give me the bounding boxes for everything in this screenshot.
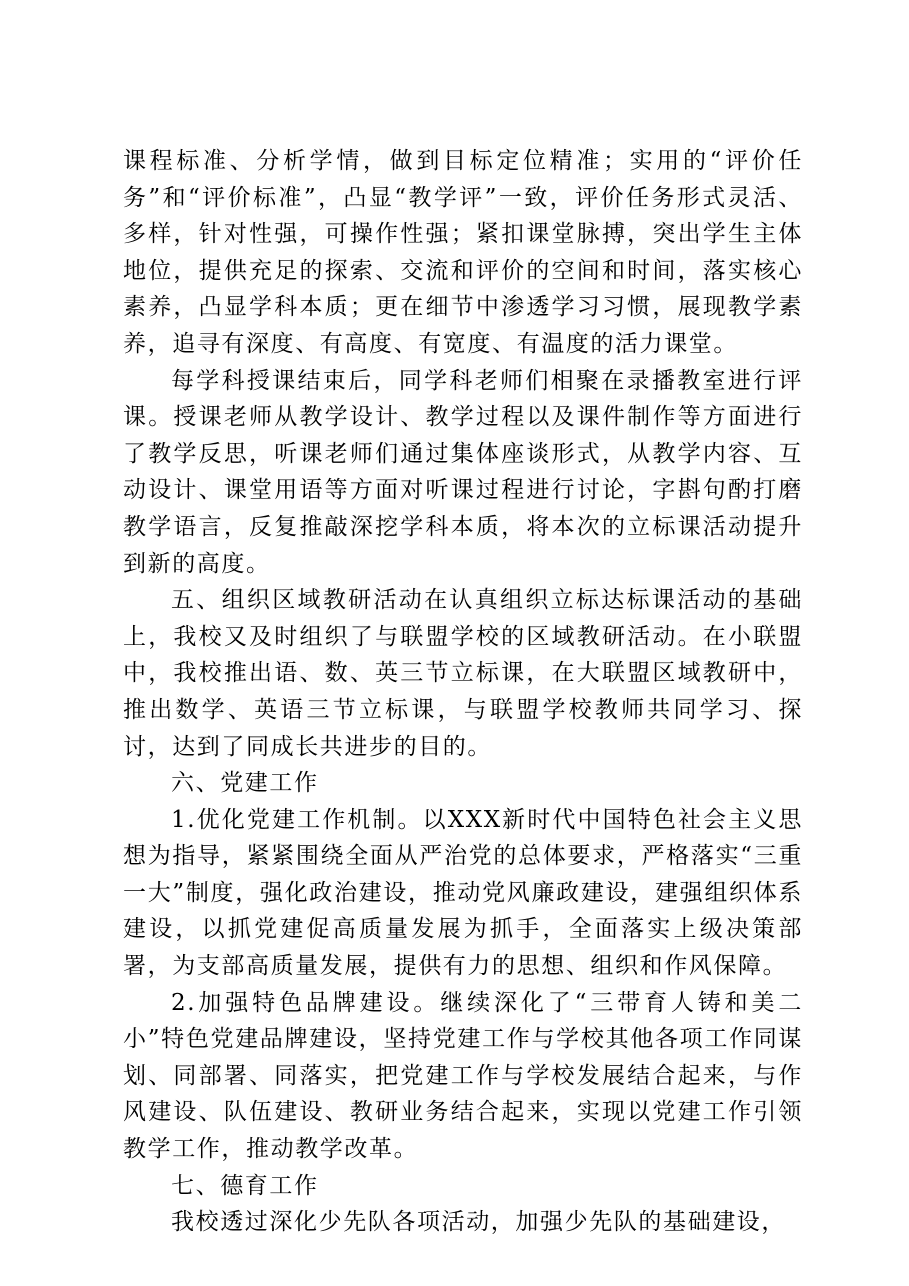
paragraph-lesson-review: 每学科授课结束后，同学科老师们相聚在录播教室进行评课。授课老师从教学设计、教学过程以及课件制作等方面进行了教学反思，听课老师们通过集体座谈形式，从教学内容、互动设计、课堂用语等方面对听课过程进行讨论，字斟句酌打磨教学语言，反复推敲深挖学科本质，将本次的立标课活动提升到新的高度。 — [123, 367, 803, 577]
paragraph-young-pioneers: 我校透过深化少先队各项活动，加强少先队的基础建设， — [171, 1209, 786, 1236]
paragraph-curriculum-standards: 课程标准、分析学情，做到目标定位精准；实用的“评价任务”和“评价标准”，凸显“教学评”一致，评价任务形式灵活、多样，针对性强，可操作性强；紧扣课堂脉搏，突出学生主体地位，提供充足的探索、交流和评价的空间和时间，落实核心素养，凸显学科本质；更在细节中渗透学习习惯，展现教学素养，追寻有深度、有高度、有宽度、有温度的活力课堂。 — [123, 148, 803, 357]
paragraph-party-mechanism: 1.优化党建工作机制。以XXX新时代中国特色社会主义思想为指导，紧紧围绕全面从严治党的总体要求，严格落实“三重一大”制度，强化政治建设，推动党风廉政建设，建强组织体系建设，以抓党建促高质量发展为抓手，全面落实上级决策部署，为支部高质量发展，提供有力的思想、组织和作风保障。 — [123, 806, 803, 980]
paragraph-regional-research: 五、组织区域教研活动在认真组织立标达标课活动的基础上，我校又及时组织了与联盟学校的区域教研活动。在小联盟中，我校推出语、数、英三节立标课，在大联盟区域教研中，推出数学、英语三节立标课，与联盟学校教师共同学习、探讨，达到了同成长共进步的目的。 — [123, 587, 803, 760]
section-heading-moral-education: 七、德育工作 — [171, 1172, 319, 1199]
paragraph-brand-building: 2.加强特色品牌建设。继续深化了“三带育人铸和美二小”特色党建品牌建设，坚持党建工作与学校其他各项工作同谋划、同部署、同落实，把党建工作与学校发展结合起来，与作风建设、队伍建设、教研业务结合起来，实现以党建工作引领教学工作，推动教学改革。 — [123, 989, 803, 1163]
section-heading-party-building: 六、党建工作 — [171, 770, 319, 797]
document-body — [123, 143, 803, 1241]
